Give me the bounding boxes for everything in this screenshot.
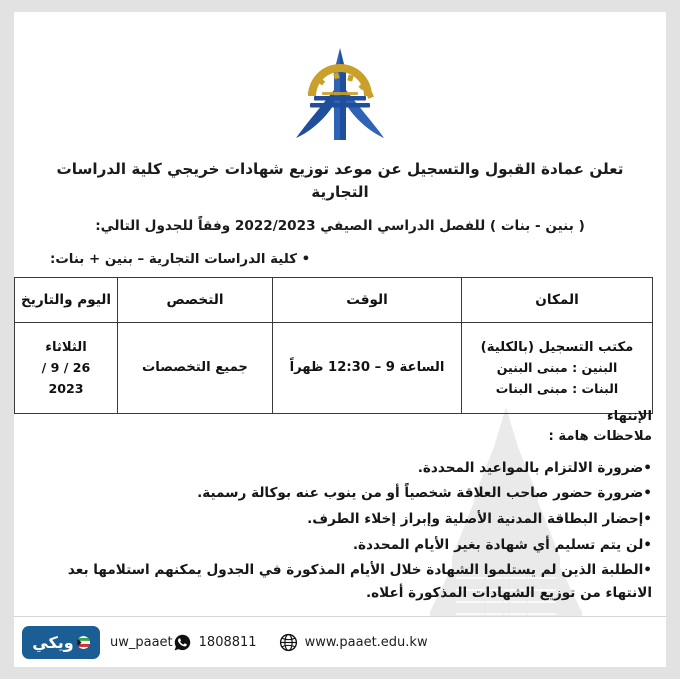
footer-contact-bar (14, 616, 666, 667)
note-bullet: •الطلبة الذين لم يستلموا الشهادة خلال الأيام المذكورة في الجدول يمكنهم استلامها بعد الانتهاء من توزيع الشهادات المذكورة أعلاه. (67, 561, 652, 602)
cell-major (118, 323, 273, 414)
column-header-place: المكان (462, 278, 653, 323)
note-bullet: •ضرورة الالتزام بالمواعيد المحددة. (417, 459, 652, 476)
column-header-date: اليوم والتاريخ (15, 278, 118, 323)
note-bullet: •ضرورة حضور صاحب العلاقة شخصياً أو من ينوب عنه بوكالة رسمية. (197, 485, 652, 502)
notes-section (34, 408, 652, 608)
notes-title: ملاحظات هامة : (548, 428, 652, 444)
announcement-page (14, 12, 666, 667)
logo-container (14, 46, 666, 142)
table-header-row (15, 278, 653, 323)
notes-bullet-list (34, 456, 652, 608)
note-bullet: •لن يتم تسليم أي شهادة بغير الأيام المحددة. (352, 537, 652, 554)
cell-date (15, 323, 118, 414)
column-header-major: التخصص (118, 278, 273, 323)
kuwait-flag-icon (77, 636, 90, 649)
website-contact[interactable] (279, 633, 428, 652)
announcement-heading-line2: ( بنين - بنات ) للفصل الدراسي الصيفي 2022/2023 وفقاً للجدول التالي: (95, 217, 585, 234)
twitter-contact[interactable] (110, 635, 173, 650)
paaet-logo-icon (284, 46, 396, 142)
cell-time (273, 323, 462, 414)
whatsapp-number-label: 1808811 (198, 634, 257, 650)
place-line-2: البنين : مبنى البنين (496, 360, 618, 376)
place-line-3: البنات : مبنى البنات (495, 380, 619, 396)
schedule-table (14, 277, 653, 414)
announcement-heading-line1: تعلن عمادة القبول والتسجيل عن موعد توزيع شهادات خريجي كلية الدراسات التجارية (56, 160, 624, 201)
whatsapp-icon (173, 633, 192, 652)
wiki-logo-label: ويكي (32, 632, 74, 652)
wiki-logo-badge[interactable] (22, 626, 100, 659)
website-url-label: www.paaet.edu.kw (304, 634, 428, 650)
date-value: 26 / 9 / 2023 (41, 360, 91, 396)
globe-icon (279, 633, 298, 652)
whatsapp-contact[interactable] (173, 633, 257, 652)
major-value: جميع التخصصات (142, 360, 248, 376)
note-bullet: •إحضار البطاقة المدنية الأصلية وإبراز إخلاء الطرف. (307, 511, 652, 528)
table-row (15, 323, 653, 414)
column-header-time: الوقت (273, 278, 462, 323)
notes-kicker: الإنتهاء (606, 409, 652, 424)
heading-block (42, 158, 638, 236)
college-subtitle: • كلية الدراسات التجارية – بنين + بنات: (50, 252, 311, 267)
day-name: الثلاثاء (45, 339, 87, 355)
twitter-handle-label: uw_paaet (110, 634, 173, 650)
time-value: الساعة 9 – 12:30 ظهراً (289, 360, 445, 376)
cell-place (462, 323, 653, 414)
place-line-1: مكتب التسجيل (بالكلية) (480, 339, 634, 355)
